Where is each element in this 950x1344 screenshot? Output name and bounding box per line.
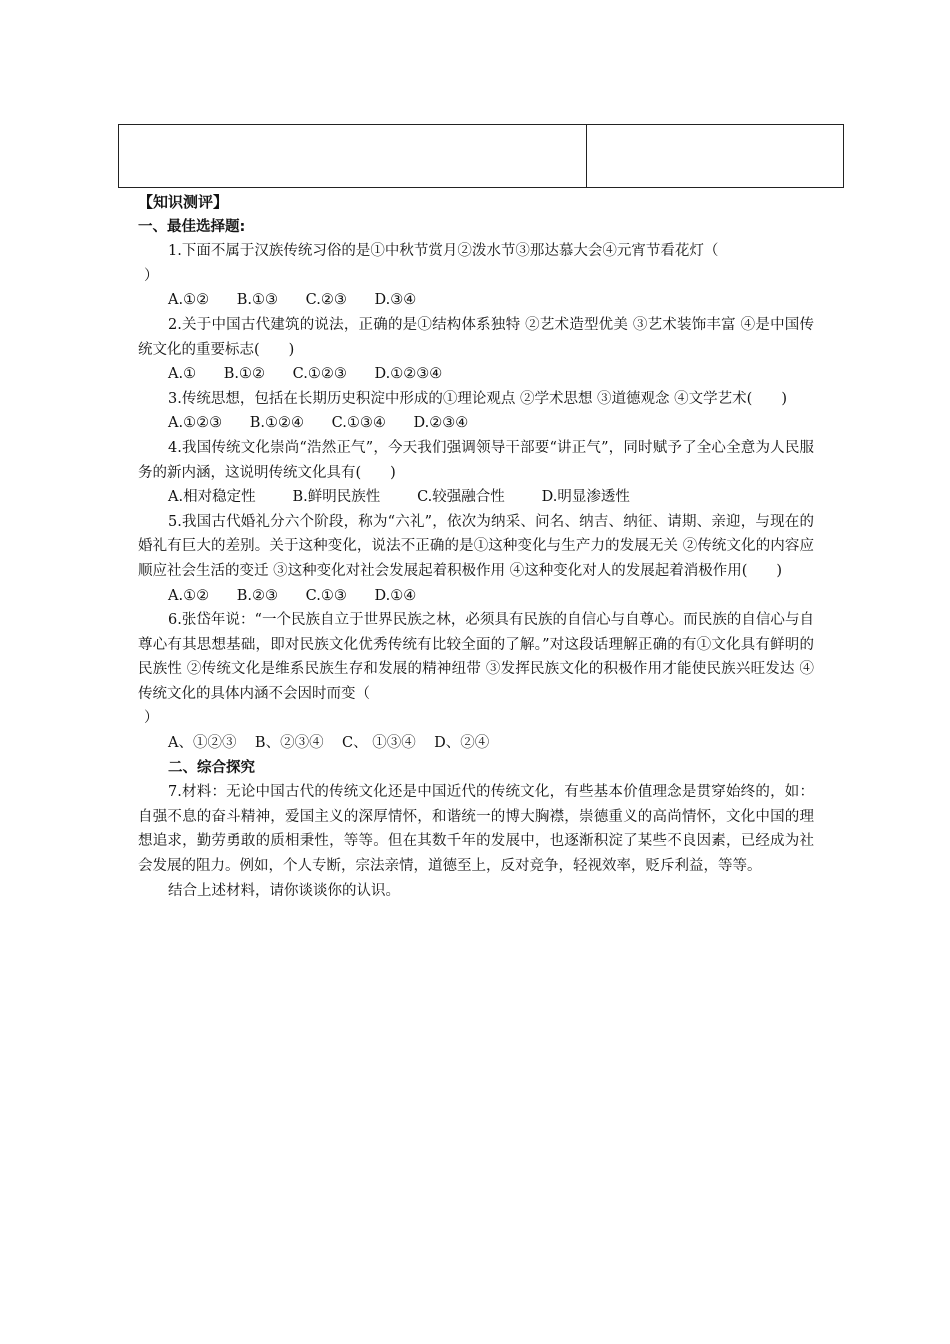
question-3-options bbox=[138, 411, 814, 436]
question-2: 2.关于中国古代建筑的说法，正确的是①结构体系独特 ②艺术造型优美 ③艺术装饰丰富 ④是中国传统文化的重要标志( ) bbox=[138, 316, 814, 358]
question-1: 1.下面不属于汉族传统习俗的是①中秋节赏月②泼水节③那达慕大会④元宵节看花灯（ bbox=[168, 243, 719, 260]
option-d: D.②③④ bbox=[413, 415, 469, 432]
question-6: 6.张岱年说：“一个民族自立于世界民族之林，必须具有民族的自信心与自尊心。而民族的自信心与自尊心有其思想基础，即对民族文化优秀传统有比较全面的了解。”对这段话理解正确的有①文化具有鲜明的民族性 ②传统文化是维系民族生存和发展的精神纽带 ③发挥民族文化的积极作用才能使民族兴旺发达 ④传统文化的具体内涵不会因时而变（ bbox=[138, 612, 814, 702]
option-c: C.①③ bbox=[305, 587, 347, 604]
option-d: D.①②③④ bbox=[374, 366, 443, 383]
option-b: B.①② bbox=[223, 366, 266, 383]
question-5: 5.我国古代婚礼分六个阶段，称为“六礼”，依次为纳采、问名、纳吉、纳征、请期、亲迎，与现在的婚礼有巨大的差别。关于这种变化，说法不正确的是①这种变化与生产力的发展无关 ②传统文化的内容应顺应社会生活的变迁 ③这种变化对社会发展起着积极作用 ④这种变化对人的发展起着消极作用( ) bbox=[138, 513, 814, 579]
question-6-options bbox=[138, 731, 814, 756]
option-a: A.①②③ bbox=[168, 415, 223, 432]
option-b: B.②③ bbox=[236, 587, 279, 604]
question-1-tail: ） bbox=[144, 267, 159, 284]
question-1-options bbox=[138, 288, 814, 313]
header-table bbox=[118, 124, 844, 188]
option-c: C.②③ bbox=[305, 292, 347, 309]
option-b: B.①③ bbox=[236, 292, 279, 309]
option-a: A.相对稳定性 bbox=[168, 489, 256, 506]
option-c: C.①②③ bbox=[292, 366, 347, 383]
option-d: D、②④ bbox=[434, 735, 490, 752]
option-a: A、①②③ bbox=[168, 735, 237, 752]
option-b: B.①②④ bbox=[249, 415, 304, 432]
question-3: 3.传统思想，包括在长期历史积淀中形成的①理论观点 ②学术思想 ③道德观念 ④文学艺术( ) bbox=[168, 390, 787, 407]
option-c: C.①③④ bbox=[331, 415, 386, 432]
option-d: D.①④ bbox=[374, 587, 417, 604]
question-5-options bbox=[138, 584, 814, 609]
section-title: 【知识测评】 bbox=[138, 193, 229, 211]
option-d: D.③④ bbox=[374, 292, 417, 309]
option-b: B.鲜明民族性 bbox=[292, 489, 381, 506]
option-a: A.①② bbox=[168, 587, 210, 604]
option-c: C.较强融合性 bbox=[417, 489, 505, 506]
option-b: B、②③④ bbox=[254, 735, 324, 752]
table-divider bbox=[586, 125, 587, 187]
question-6-tail: ） bbox=[144, 710, 159, 727]
quiz-content bbox=[138, 190, 814, 903]
question-7: 7.材料：无论中国古代的传统文化还是中国近代的传统文化，有些基本价值理念是贯穿始终的，如：自强不息的奋斗精神，爱国主义的深厚情怀，和谐统一的博大胸襟，崇德重义的高尚情怀，文化中国的理想追求，勤劳勇敢的质相秉性，等等。但在其数千年的发展中，也逐渐积淀了某些不良因素，已经成为社会发展的阻力。例如，个人专断，宗法亲情，道德至上，反对竞争，轻视效率，贬斥利益，等等。 bbox=[138, 784, 814, 875]
part2-title: 二、综合探究 bbox=[168, 759, 255, 776]
option-a: A.①② bbox=[168, 292, 210, 309]
option-a: A.① bbox=[168, 366, 197, 383]
option-c: C、 ①③④ bbox=[342, 735, 416, 752]
option-d: D.明显渗透性 bbox=[541, 489, 630, 506]
question-7-prompt: 结合上述材料，请你谈谈你的认识。 bbox=[168, 882, 400, 899]
question-4: 4.我国传统文化崇尚“浩然正气”，今天我们强调领导干部要“讲正气”，同时赋予了全心全意为人民服务的新内涵，这说明传统文化具有( ) bbox=[138, 439, 814, 481]
question-2-options bbox=[138, 362, 814, 387]
question-4-options bbox=[138, 485, 814, 510]
part1-title: 一、最佳选择题: bbox=[138, 218, 246, 235]
